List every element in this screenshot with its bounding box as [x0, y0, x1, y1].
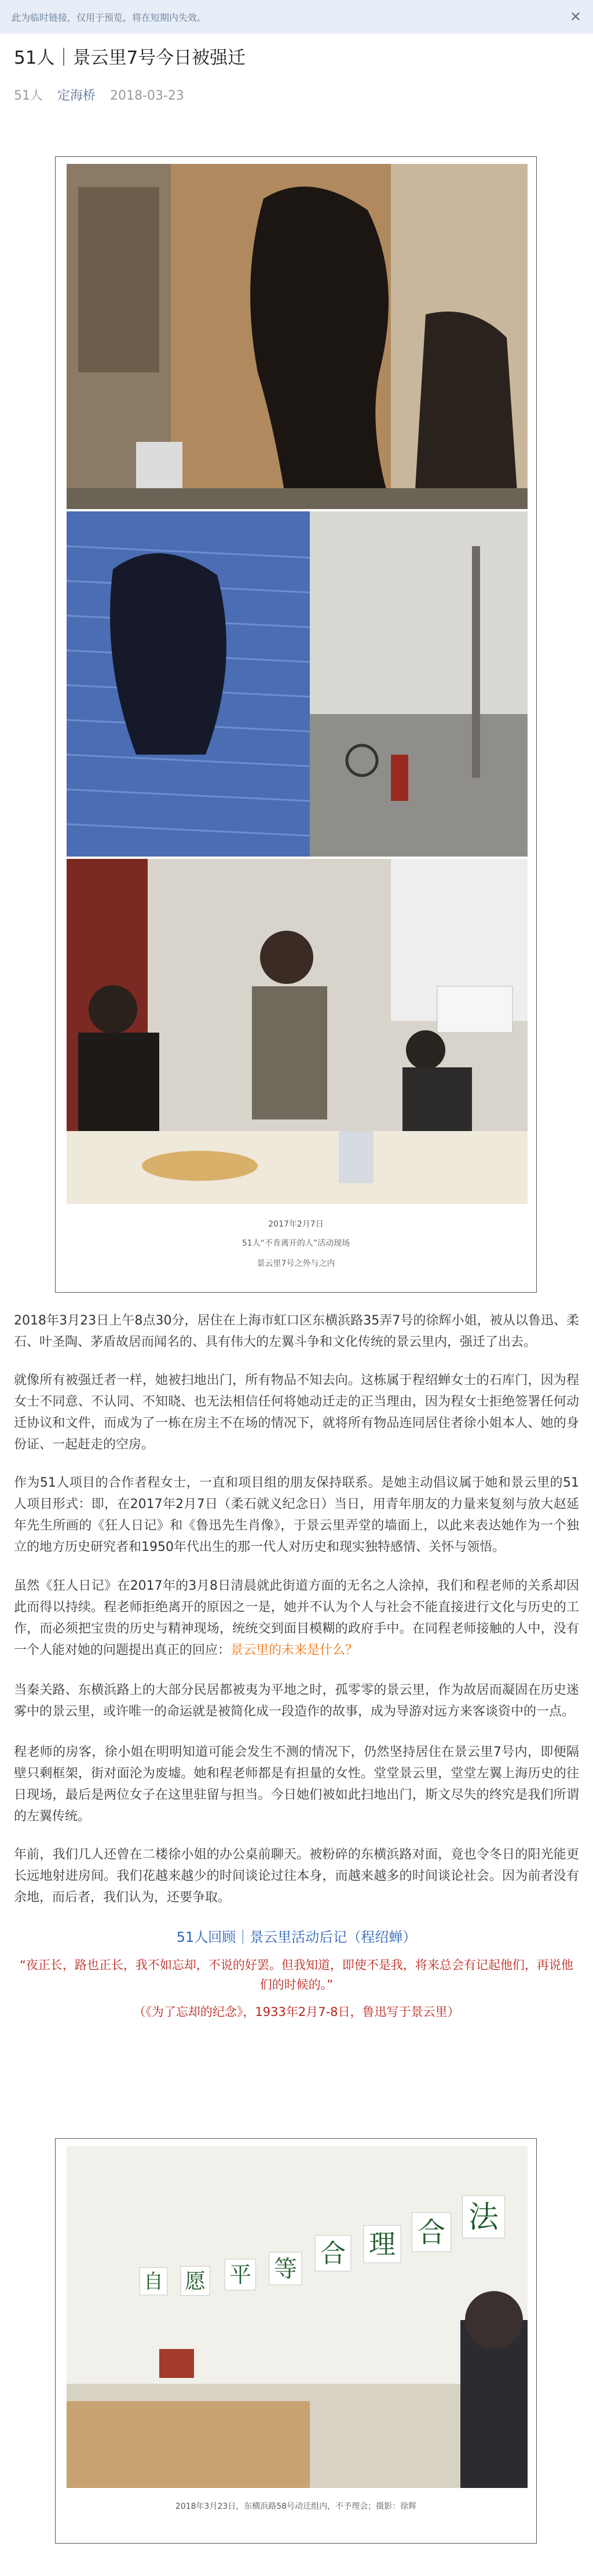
paragraph-3: 作为51人项目的合作者程女士，一直和项目组的朋友保持联系。是她主动倡议属于她和景云里的51人项目形式：即，在2017年2月7日（柔石就义纪念日）当日，用青年朋友的力量来复刻与放大赵延年先生所画的《狂人日记》和《鲁迅先生肖像》，于景云里弄堂的墙面上，以此来表达她作为一个独立的地方历史研究者和1950年代出生的那一代人对历史和现实独特感情、关怀与领悟。 — [14, 1476, 579, 1554]
article-tag: 51人 — [14, 89, 43, 103]
paragraph-4 — [14, 1575, 579, 1661]
wall-sign-character: 合 — [320, 2239, 346, 2268]
article-title: 51人｜景云里7号今日被强迁 — [14, 47, 246, 68]
photo-caption-place: 景云里7号之外与之内 — [257, 1259, 335, 1268]
temporary-link-notice — [0, 0, 593, 34]
paragraph-7: 年前，我们几人还曾在二楼徐小姐的办公桌前聊天。被粉碎的东横浜路对面，竟也令冬日的阳光能更长远地射进房间。我们花越来越少的时间谈论过往本身，而越来越多的时间谈论社会。因为前者没有余地，而后者，我们认为，还要争取。 — [14, 1847, 579, 1905]
lu-xun-quote: “夜正长，路也正长，我不如忘却，不说的好罢。但我知道，即使不是我，将来总会有记起他们，再说他们的时候的。” — [20, 1958, 573, 1992]
publish-date: 2018-03-23 — [110, 89, 184, 103]
wall-sign-character: 等 — [274, 2256, 297, 2282]
wall-sign-character: 理 — [369, 2229, 396, 2260]
close-icon[interactable]: ✕ — [569, 9, 581, 25]
paragraph-4-text: 虽然《狂人日记》在2017年的3月8日清晨就此街道方面的无名之人涂掉，我们和程老师的关系却因此而得以持续。程老师拒绝离开的原因之一是，她并不认为个人与社会不能直接进行文化与历史的工作，而必须把宝贵的历史与精神现场，统统交到面目模糊的政府手中。在同程老师接触的人中，没有一个人能对她的问题提出真正的回应： — [14, 1579, 579, 1657]
paragraph-1: 2018年3月23日上午8点30分，居住在上海市虹口区东横浜路35弄7号的徐辉小姐，被从以鲁迅、柔石、叶圣陶、茅盾故居而闻名的、具有伟大的左翼斗争和文化传统的景云里内，强迁了出去。 — [14, 1313, 579, 1349]
photo-graffiti-wall — [67, 164, 528, 509]
future-question-highlight: 景云里的未来是什么？ — [230, 1643, 358, 1657]
office-wall-graphic — [67, 2146, 528, 2488]
photo-shutter-street — [67, 511, 528, 857]
paragraph-6: 程老师的房客，徐小姐在明明知道可能会发生不测的情况下，仍然坚持居住在景云里7号内，即便隔壁只剩框架，街对面沦为废墟。她和程老师都是有担量的女性。堂堂景云里，堂堂左翼上海历史的往日现场，最后是两位女子在这里驻留与担当。今日她们被如此扫地出门，斯文尽失的终究是我们所谓的左翼传统。 — [14, 1745, 579, 1824]
wall-sign-character: 自 — [144, 2270, 163, 2293]
wall-sign-character: 法 — [468, 2200, 499, 2235]
photo-caption-date: 2017年2月7日 — [268, 1220, 324, 1229]
notice-text: 此为临时链接，仅用于预览，将在短期内失效。 — [12, 12, 207, 23]
wall-sign-character: 愿 — [184, 2270, 206, 2293]
section-heading-recap: 51人回顾｜景云里活动后记（程绍蝉） — [176, 1929, 417, 1945]
quote-source: （《为了忘却的纪念》，1933年2月7-8日，鲁迅写于景云里） — [133, 2005, 460, 2019]
article-meta — [14, 86, 195, 104]
paragraph-5: 当秦关路、东横浜路上的大部分民居都被夷为平地之时，孤零零的景云里，作为故居而凝固在历史迷雾中的景云里，或许唯一的命运就是被简化成一段造作的故事，成为导游对远方来客谈资中的一点。 — [14, 1683, 579, 1719]
paragraph-2: 就像所有被强迁者一样，她被扫地出门，所有物品不知去向。这栋属于程绍蝉女士的石库门，因为程女士不同意、不认同、不知晓、也无法相信任何将她动迁走的正当理由，因为程女士拒绝签署任何动迁协议和文件，而成为了一栋在房主不在场的情况下，就将所有物品连同居住者徐小姐本人、她的身份证、一起赶走的空房。 — [14, 1373, 579, 1452]
office-photo-caption: 2018年3月23日，东横浜路58号动迁组内，不予理会；摄影：徐辉 — [175, 2502, 417, 2511]
photo-indoor-event — [67, 859, 528, 1204]
photo-caption-event: 51人“不肯离开的人”活动现场 — [241, 1239, 350, 1248]
author-link[interactable]: 定海桥 — [57, 89, 96, 103]
photo-relocation-office — [67, 2146, 528, 2488]
wall-sign-character: 平 — [229, 2262, 252, 2288]
wall-sign-character: 合 — [417, 2216, 446, 2249]
